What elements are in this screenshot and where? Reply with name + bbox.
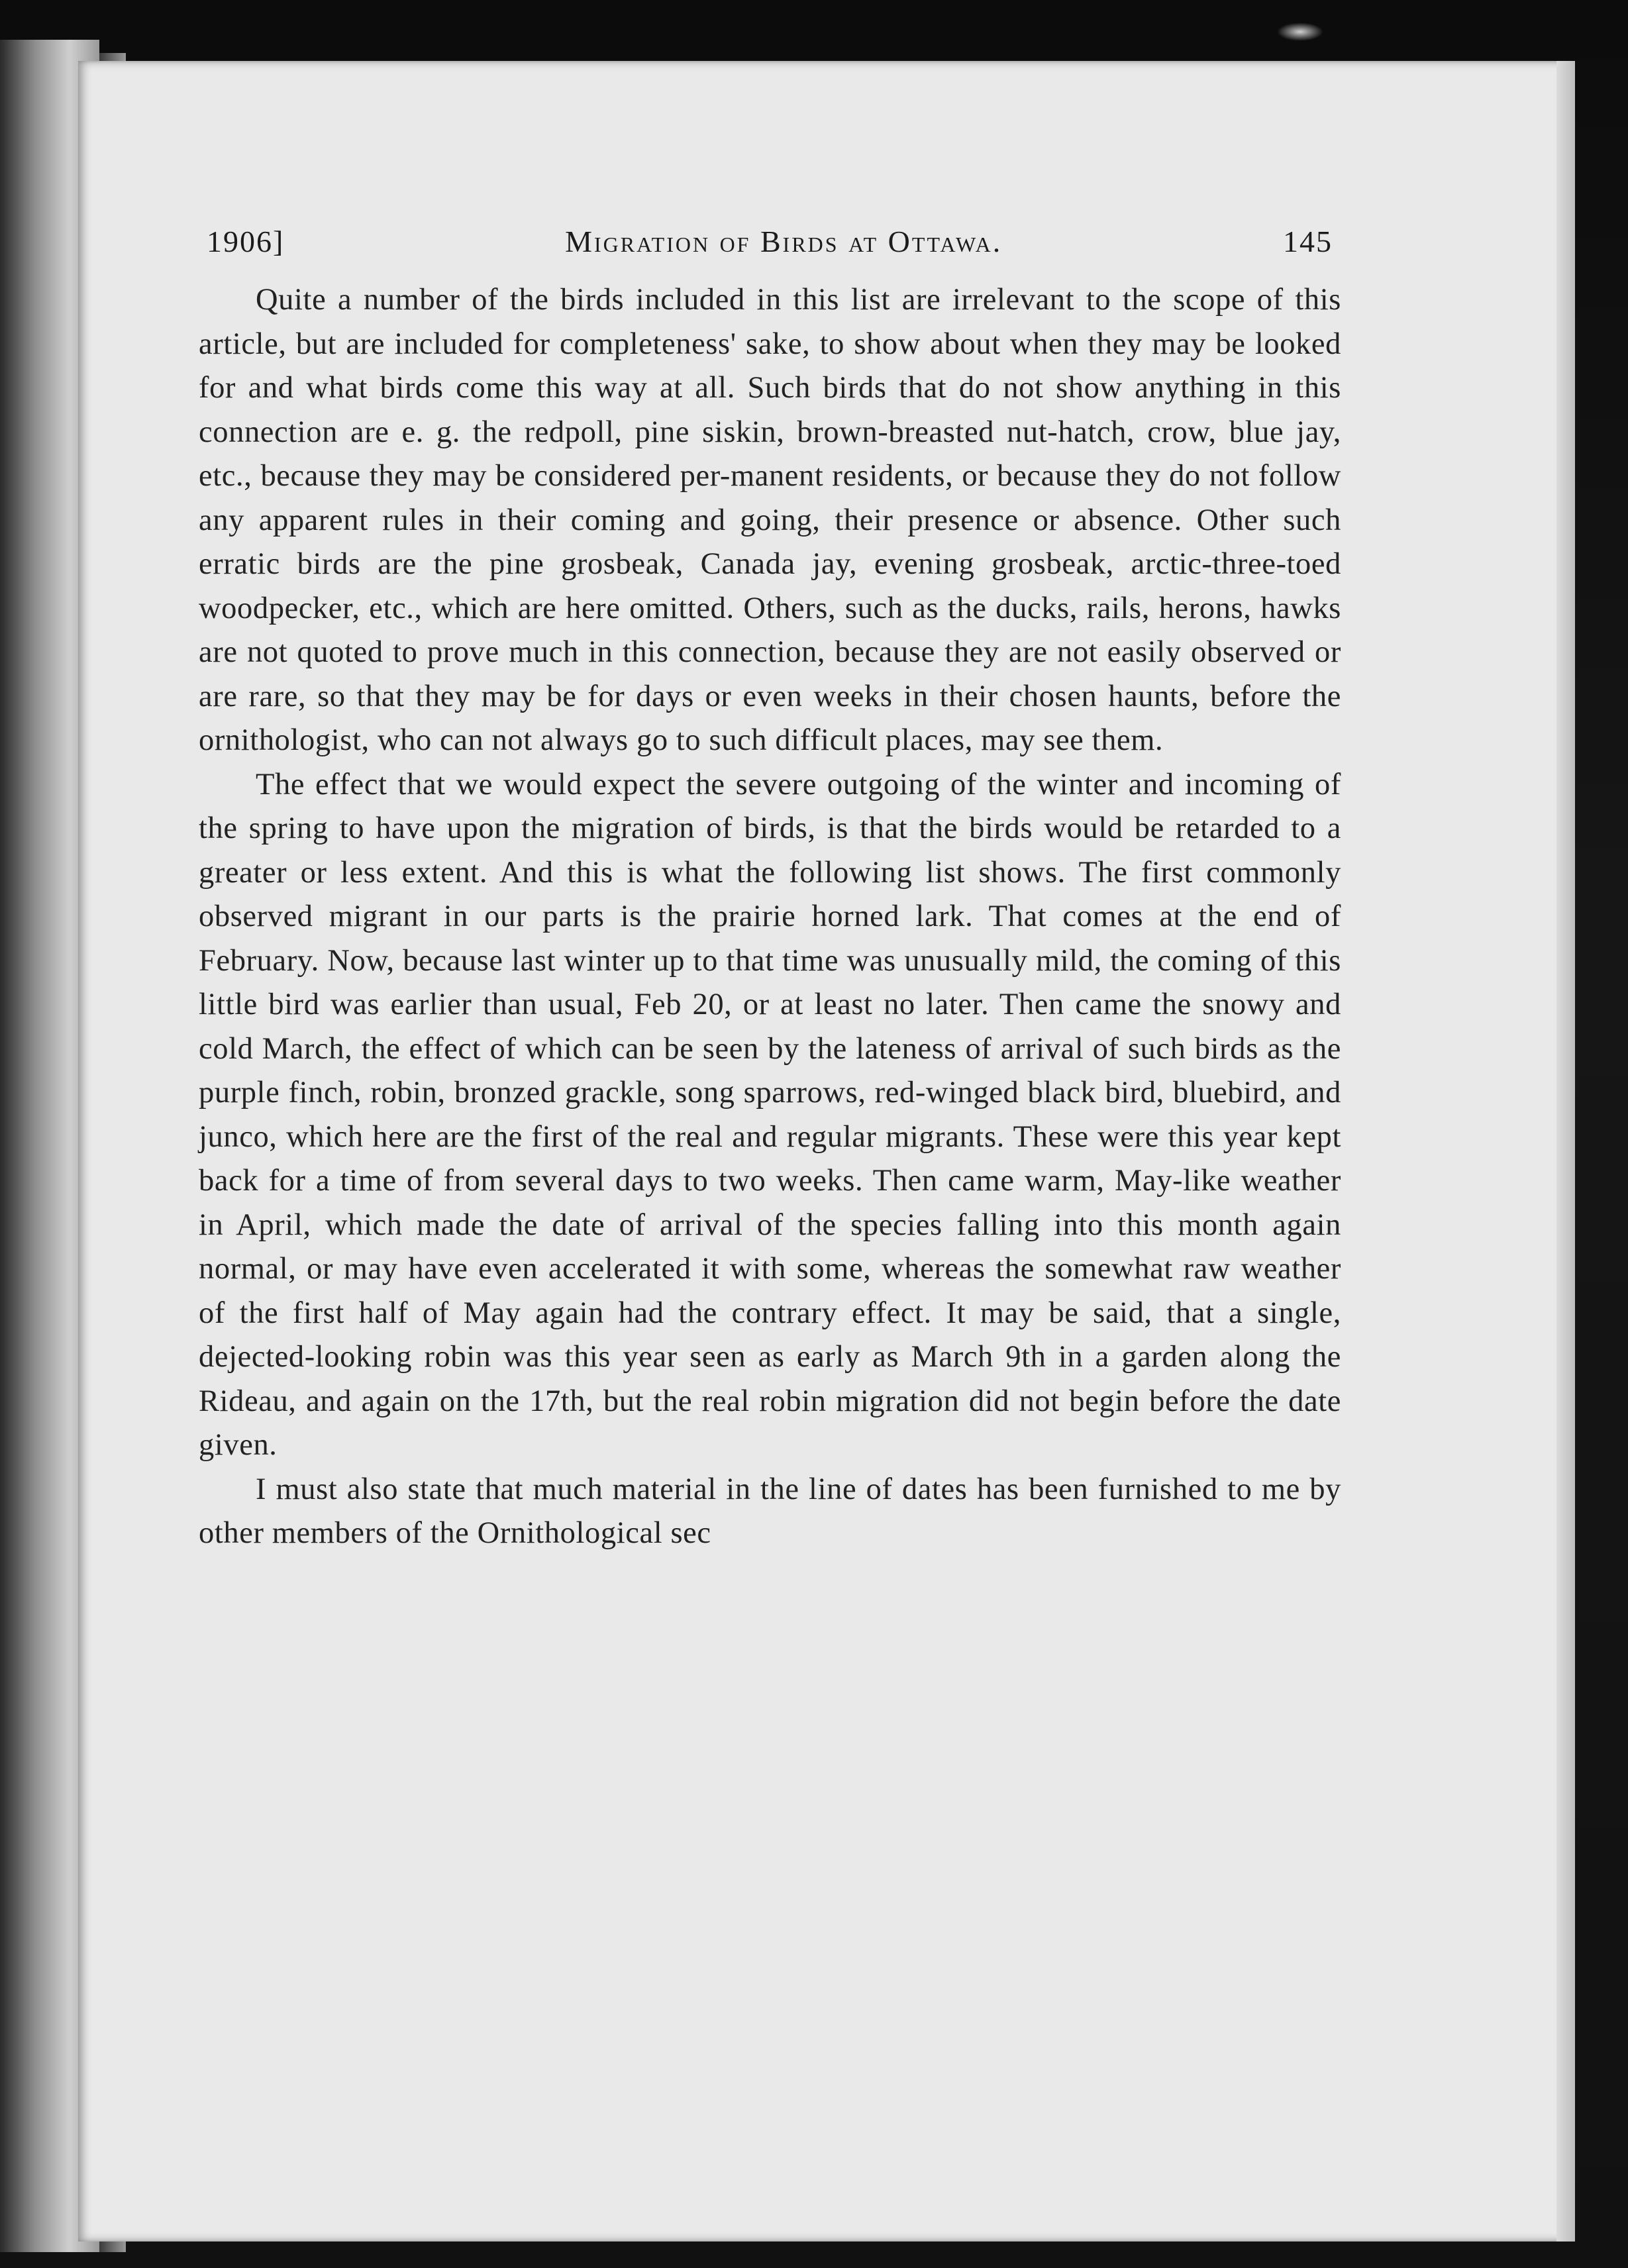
- paragraph-2: The effect that we would expect the severe outgoing of the winter and incoming of the spring to have upon the migration of birds, is that the birds would be retarded to a greater or less extent. And this is what the following list shows. The first commonly observed migrant in our parts is the prairie horned lark. That comes at the end of February. Now, because last winter up to that time was unusually mild, the coming of this little bird was earlier than usual, Feb 20, or at least no later. Then came the snowy and cold March, the effect of which can be seen by the lateness of arrival of such birds as the purple finch, robin, bronzed grackle, song sparrows, red-winged black bird, bluebird, and junco, which here are the first of the real and regular migrants. These were this year kept back for a time of from several days to two weeks. Then came warm, May-like weather in April, which made the date of arrival of the species falling into this month again normal, or may have even accelerated it with some, whereas the somewhat raw weather of the first half of May again had the contrary effect. It may be said, that a single, dejected-looking robin was this year seen as early as March 9th in a garden along the Rideau, and again on the 17th, but the real robin migration did not begin before the date given.: [199, 767, 1341, 1462]
- running-head-title: Migration of Birds at Ottawa.: [565, 225, 1003, 258]
- page-number: 145: [1283, 225, 1333, 258]
- paragraph-1: Quite a number of the birds included in this list are irrelevant to the scope of this article, but are included for completeness' sake, to show about when they may be looked for and what birds come this way at all. Such birds that do not show anything in this connection are e. g. the redpoll, pine siskin, brown-breasted nut-hatch, crow, blue jay, etc., because they may be considered per-manent residents, or because they do not follow any apparent rules in their coming and going, their presence or absence. Other such erratic birds are the pine grosbeak, Canada jay, evening grosbeak, arctic-three-toed woodpecker, etc., which are here omitted. Others, such as the ducks, rails, herons, hawks are not quoted to prove much in this connection, because they are not easily observed or are rare, so that they may be for days or even weeks in their chosen haunts, before the ornithologist, who can not always go to such difficult places, may see them.: [199, 283, 1341, 757]
- body-text: [199, 278, 1341, 1556]
- page-right-edge: [1556, 61, 1575, 2242]
- paragraph-3: I must also state that much material in the line of dates has been furnished to me by other members of the Ornithological sec: [199, 1472, 1341, 1550]
- running-head: [207, 224, 1333, 284]
- scan-speck: [1277, 23, 1323, 41]
- running-head-year: 1906]: [207, 225, 285, 258]
